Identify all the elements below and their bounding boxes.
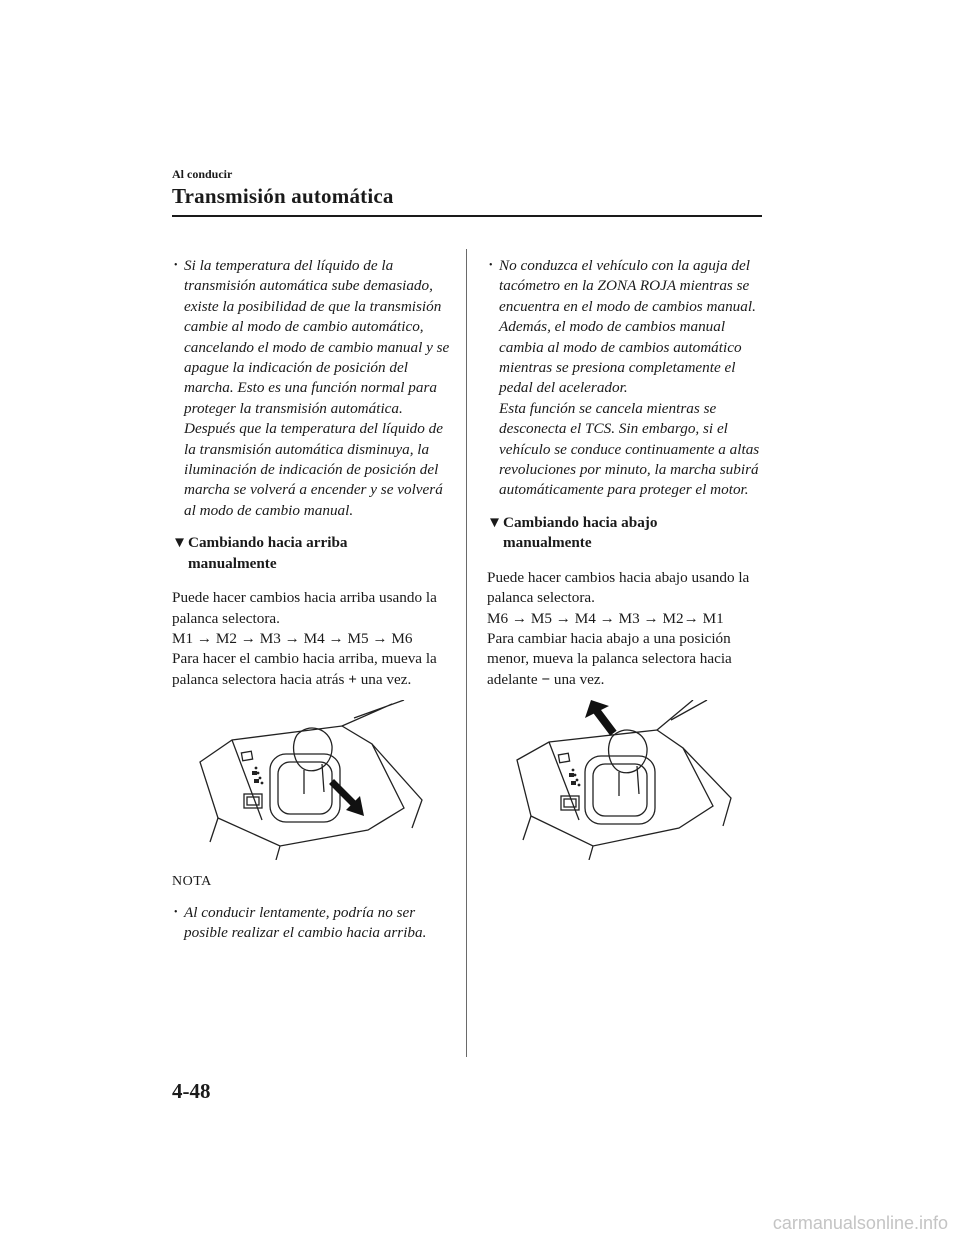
downshift-heading-line2: manualmente [503, 534, 592, 552]
upshift-illustration [172, 700, 450, 860]
downshift-heading [487, 513, 762, 554]
upshift-heading [172, 533, 450, 574]
upshift-sequence: M1 → M2 → M3 → M4 → M5 → M6 [172, 629, 413, 647]
section-label: Al conducir [172, 167, 233, 181]
page-number: 4-48 [172, 1079, 211, 1103]
forward-arrow-icon [585, 700, 611, 730]
title-rule [172, 215, 762, 217]
page-title: Transmisión automática [172, 184, 394, 208]
downshift-sequence: M6 → M5 → M4 → M3 → M2→ M1 [487, 609, 724, 627]
tachometer-bullet [487, 256, 762, 501]
downshift-intro: Puede hacer cambios hacia abajo usando la palanca selectora. [487, 568, 750, 607]
upshift-instruction: Para hacer el cambio hacia arriba, mueva la palanca selectora hacia atrás [172, 650, 437, 688]
downshift-instruction: Para cambiar hacia abajo a una posición menor, mueva la palanca selectora hacia adelante [487, 629, 732, 688]
tcs-bullet-text: Esta función se cancela mientras se desconecta el TCS. Sin embargo, si el vehículo se conduce continuamente a altas revoluciones por minuto, la marcha subirá automáticamente para proteger el motor. [499, 399, 760, 499]
downshift-instruction-end: una vez. [550, 670, 605, 688]
downshift-paragraph [487, 568, 762, 690]
triangle-down-icon: ▼ [487, 513, 503, 531]
right-column [487, 256, 762, 860]
upshift-heading-line1: Cambiando hacia arriba [188, 534, 348, 552]
upshift-intro: Puede hacer cambios hacia arriba usando la palanca selectora. [172, 589, 437, 627]
upshift-heading-line2: manualmente [188, 554, 277, 572]
column-divider [466, 249, 467, 1057]
temperature-bullet [172, 256, 450, 521]
watermark: carmanualsonline.info [772, 1213, 948, 1233]
downshift-illustration [487, 700, 762, 860]
nota-label: NOTA [172, 874, 212, 890]
downshift-heading-line1: Cambiando hacia abajo [503, 513, 658, 531]
nota-bullet-text: Al conducir lentamente, podría no ser posible realizar el cambio hacia arriba. [184, 903, 427, 941]
triangle-down-icon: ▼ [172, 534, 188, 552]
plus-symbol: + [348, 670, 357, 688]
upshift-paragraph [172, 588, 450, 690]
minus-symbol: − [541, 670, 551, 688]
temperature-bullet-text: Si la temperatura del líquido de la transmisión automática sube demasiado, existe la posibilidad de que la transmisión cambie al modo de cambio automático, cancelando el modo de cambio manual y se apague la indicación de posición del marcha. Esto es una función normal para proteger la transmisión automática. Después que la temperatura del líquido de la transmisión automática disminuya, la iluminación de indicación de posición del marcha se volverá a encender y se volverá al modo de cambio manual. [184, 257, 450, 519]
nota-bullet [172, 903, 450, 944]
tachometer-bullet-text: No conduzca el vehículo con la aguja del tacómetro en la ZONA ROJA mientras se encuentra en el modo de cambios manual. Además, el modo de cambios manual cambia al modo de cambios automático mientras se presiona completamente el pedal del acelerador. [499, 257, 756, 397]
left-column [172, 256, 450, 943]
upshift-instruction-end: una vez. [356, 670, 412, 688]
